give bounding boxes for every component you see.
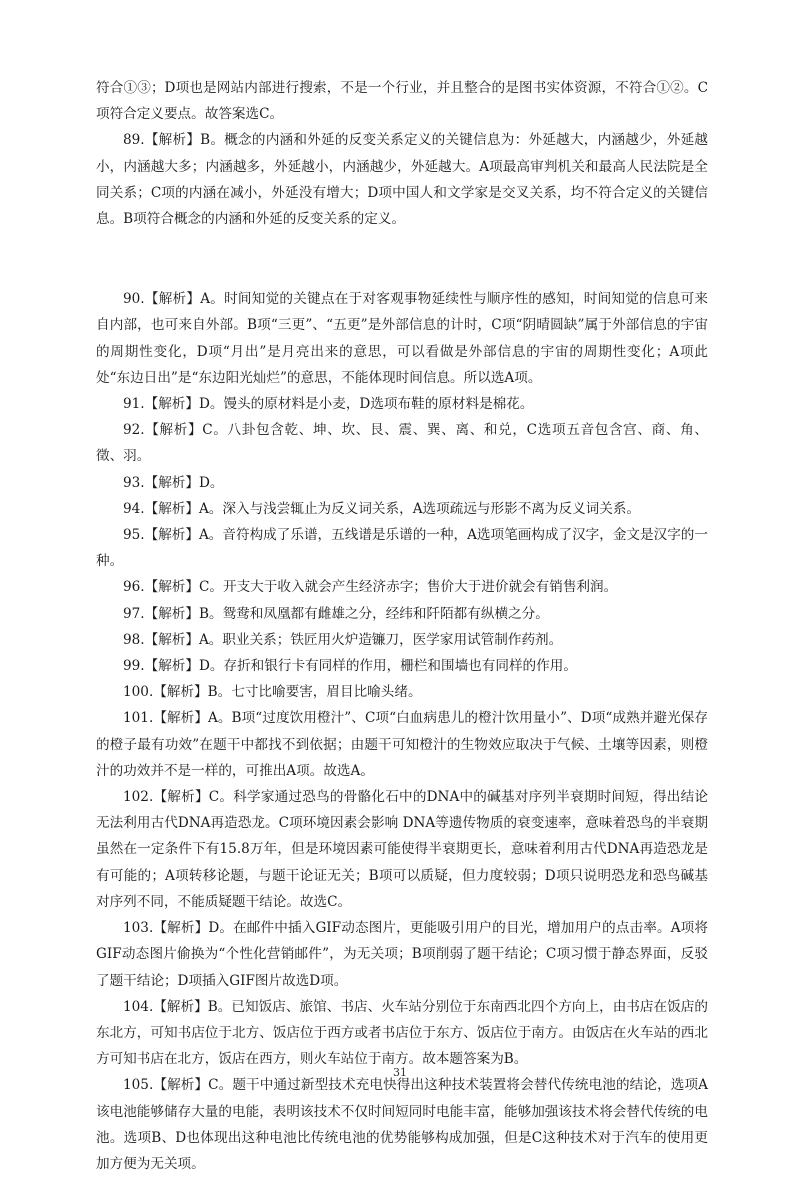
page-number: 31 — [393, 1066, 407, 1079]
paragraph-gap — [96, 232, 708, 286]
paragraph-96: 96.【解析】C。开支大于收入就会产生经济赤字；售价大于进价就会有销售利润。 — [123, 579, 618, 596]
paragraph-93: 93.【解析】D。 — [123, 474, 224, 491]
paragraph-103: 103.【解析】D。在邮件中插入GIF动态图片，更能吸引用户的目光，增加用户的点击率。A项将GIF动态图片偷换为“个性化营销邮件”，为无关项；B项削弱了题干结论；C项习惯于静态界面，反驳了题干结论；D项插入GIF图片故选D项。 — [96, 920, 708, 989]
paragraph-100: 100.【解析】B。七寸比喻要害，眉目比喻头绪。 — [123, 684, 422, 701]
paragraph-105: 105.【解析】C。题干中通过新型技术充电快得出这种技术装置将会替代传统电池的结论，选项A该电池能够储存大量的电能，表明该技术不仅时间短同时电能丰富，能够加强该技术将会替代传统的电池。选项B、D也体现出这种电池比传统电池的优势能够构成加强，但是C这种技术对于汽车的使用更加方便为无关项。 — [96, 1077, 708, 1172]
page-content — [96, 75, 708, 1177]
paragraph-91: 91.【解析】D。馒头的原材料是小麦，D选项布鞋的原材料是棉花。 — [123, 396, 534, 413]
paragraph-101: 101.【解析】A。B项“过度饮用橙汁”、C项“白血病患儿的橙汁饮用量小”、D项“成熟并避光保存的橙子最有功效”在题干中都找不到依据；由题干可知橙汁的生物效应取决于气候、土壤等因素，则橙汁的功效并不是一样的，可推出A项。故选A。 — [96, 710, 708, 779]
paragraph-94: 94.【解析】A。深入与浅尝辄止为反义词关系，A选项疏远与形影不离为反义词关系。 — [123, 500, 641, 517]
paragraph-104: 104.【解析】B。已知饭店、旅馆、书店、火车站分别位于东南西北四个方向上，由书店在饭店的东北方，可知书店位于北方、饭店位于西方或者书店位于东方、饭店位于南方。由饭店在火车站的西北方可知书店在北方，饭店在西方，则火车站位于南方。故本题答案为B。 — [96, 998, 708, 1068]
paragraph-102: 102.【解析】C。科学家通过恐鸟的骨骼化石中的DNA中的碱基对序列半衰期时间短，得出结论无法利用古代DNA再造恐龙。C项环境因素会影响 DNA等遗传物质的衰变速率，意味着恐鸟的半衰期虽然在一定条件下有15.8万年，但是环境因素可能使得半衰期更长，意味着利用古代DNA再造恐龙是有可能的；A项转移论题，与题干论证无关；B项可以质疑，但力度较弱；D项只说明恐龙和恐鸟碱基对序列不同，不能质疑题干结论。故选C。 — [96, 789, 708, 910]
paragraph-89: 89.【解析】B。概念的内涵和外延的反变关系定义的关键信息为：外延越大，内涵越少，外延越小，内涵越大多；内涵越多，外延越小，内涵越少，外延越大。A项最高审判机关和最高人民法院是全同关系；C项的内涵在减小，外延没有增大；D项中国人和文学家是交叉关系，均不符合定义的关键信息。B项符合概念的内涵和外延的反变关系的定义。 — [96, 132, 708, 228]
paragraph-92: 92.【解析】C。八卦包含乾、坤、坎、艮、震、巽、离、和兑，C选项五音包含宫、商、角、徵、羽。 — [96, 422, 708, 465]
paragraph-98: 98.【解析】A。职业关系；铁匠用火炉造镰刀，医学家用试管制作药剂。 — [123, 631, 563, 648]
paragraph-88-continued: 符合①③；D项也是网站内部进行搜索，不是一个行业，并且整合的是图书实体资源，不符合①②。C项符合定义要点。故答案选C。 — [96, 80, 708, 123]
paragraph-99: 99.【解析】D。存折和银行卡有同样的作用，栅栏和围墙也有同样的作用。 — [123, 658, 577, 675]
paragraph-95: 95.【解析】A。音符构成了乐谱，五线谱是乐谱的一种，A选项笔画构成了汉字，金文是汉字的一种。 — [96, 527, 708, 570]
paragraph-90: 90.【解析】A。时间知觉的关键点在于对客观事物延续性与顺序性的感知，时间知觉的信息可来自内部，也可来自外部。B项“三更”、“五更”是外部信息的计时，C项“阴晴圆缺”属于外部信息的宇宙的周期性变化，D项“月出”是月亮出来的意思，可以看做是外部信息的宇宙的周期性变化；A项此处“东边日出”是“东边阳光灿烂”的意思，不能体现时间信息。所以选A项。 — [96, 291, 708, 386]
paragraph-97: 97.【解析】B。鸳鸯和凤凰都有雌雄之分，经纬和阡陌都有纵横之分。 — [123, 605, 549, 622]
